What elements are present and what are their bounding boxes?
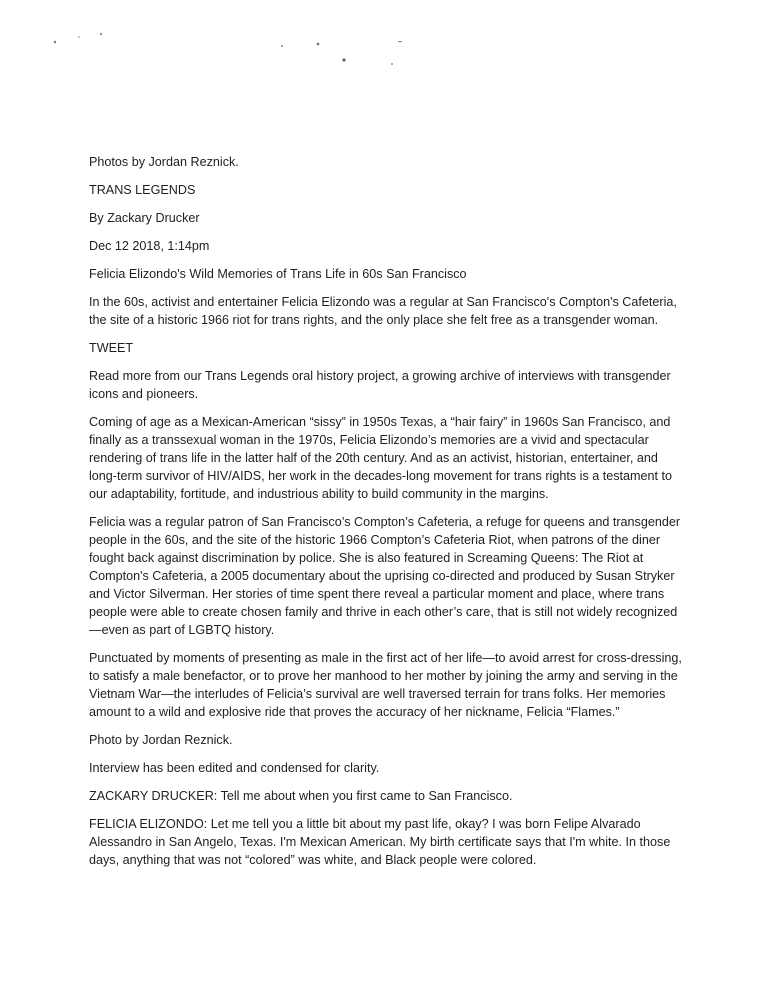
- series-label: TRANS LEGENDS: [89, 183, 196, 197]
- photo-credit: Photo by Jordan Reznick.: [89, 733, 233, 747]
- read-more-paragraph: Read more from our Trans Legends oral history project, a growing archive of interviews with transgender icons and pioneers.: [89, 369, 671, 401]
- publish-date: Dec 12 2018, 1:14pm: [89, 239, 210, 253]
- body-paragraph-2: Felicia was a regular patron of San Francisco’s Compton’s Cafeteria, a refuge for queens and transgender people in the 60s, and the site of the historic 1966 Compton’s Cafeteria Riot, when patrons of the diner fought back against discrimination by police. She is also featured in Screaming Queens: The Riot at Compton's Cafeteria, a 2005 documentary about the uprising co-directed and produced by Susan Stryker and Victor Silverman. Her stories of time spent there reveal a particular moment and place, where trans people were able to create chosen family and thrive in each other’s care, that is still not widely recognized—even as part of LGBTQ history.: [89, 515, 681, 637]
- scan-specks: [0, 0, 773, 120]
- edit-note: Interview has been edited and condensed for clarity.: [89, 761, 380, 775]
- article-page: [89, 153, 684, 879]
- byline: By Zackary Drucker: [89, 211, 200, 225]
- body-paragraph-3: Punctuated by moments of presenting as male in the first act of her life—to avoid arrest for cross-dressing, to satisfy a male benefactor, or to prove her manhood to her mother by joining the army and serving in the Vietnam War—the interludes of Felicia’s survival are well traversed terrain for trans folks. Her memories amount to a wild and explosive ride that proves the accuracy of her nickname, Felicia “Flames.”: [89, 651, 682, 719]
- headline: Felicia Elizondo's Wild Memories of Trans Life in 60s San Francisco: [89, 267, 467, 281]
- photo-credit-top: Photos by Jordan Reznick.: [89, 155, 239, 169]
- tweet-label: TWEET: [89, 341, 134, 355]
- interview-question-1: ZACKARY DRUCKER: Tell me about when you first came to San Francisco.: [89, 789, 513, 803]
- interview-answer-1: FELICIA ELIZONDO: Let me tell you a little bit about my past life, okay? I was born Felipe Alvarado Alessandro in San Angelo, Texas. I'm Mexican American. My birth certificate says that I'm white. In those days, anything that was not “colored” was white, and Black people were colored.: [89, 817, 671, 867]
- body-paragraph-1: Coming of age as a Mexican-American “sissy” in 1950s Texas, a “hair fairy” in 1960s San Francisco, and finally as a transsexual woman in the 1970s, Felicia Elizondo’s memories are a vivid and spectacular rendering of trans life in the latter half of the 20th century. And as an activist, historian, entertainer, and long-term survivor of HIV/AIDS, her work in the decades-long movement for trans rights is a testament to our adaptability, fortitude, and industrious ability to build community in the margins.: [89, 415, 673, 501]
- dek: In the 60s, activist and entertainer Felicia Elizondo was a regular at San Francisco's Compton's Cafeteria, the site of a historic 1966 riot for trans rights, and the only place she felt free as a transgender woman.: [89, 295, 677, 327]
